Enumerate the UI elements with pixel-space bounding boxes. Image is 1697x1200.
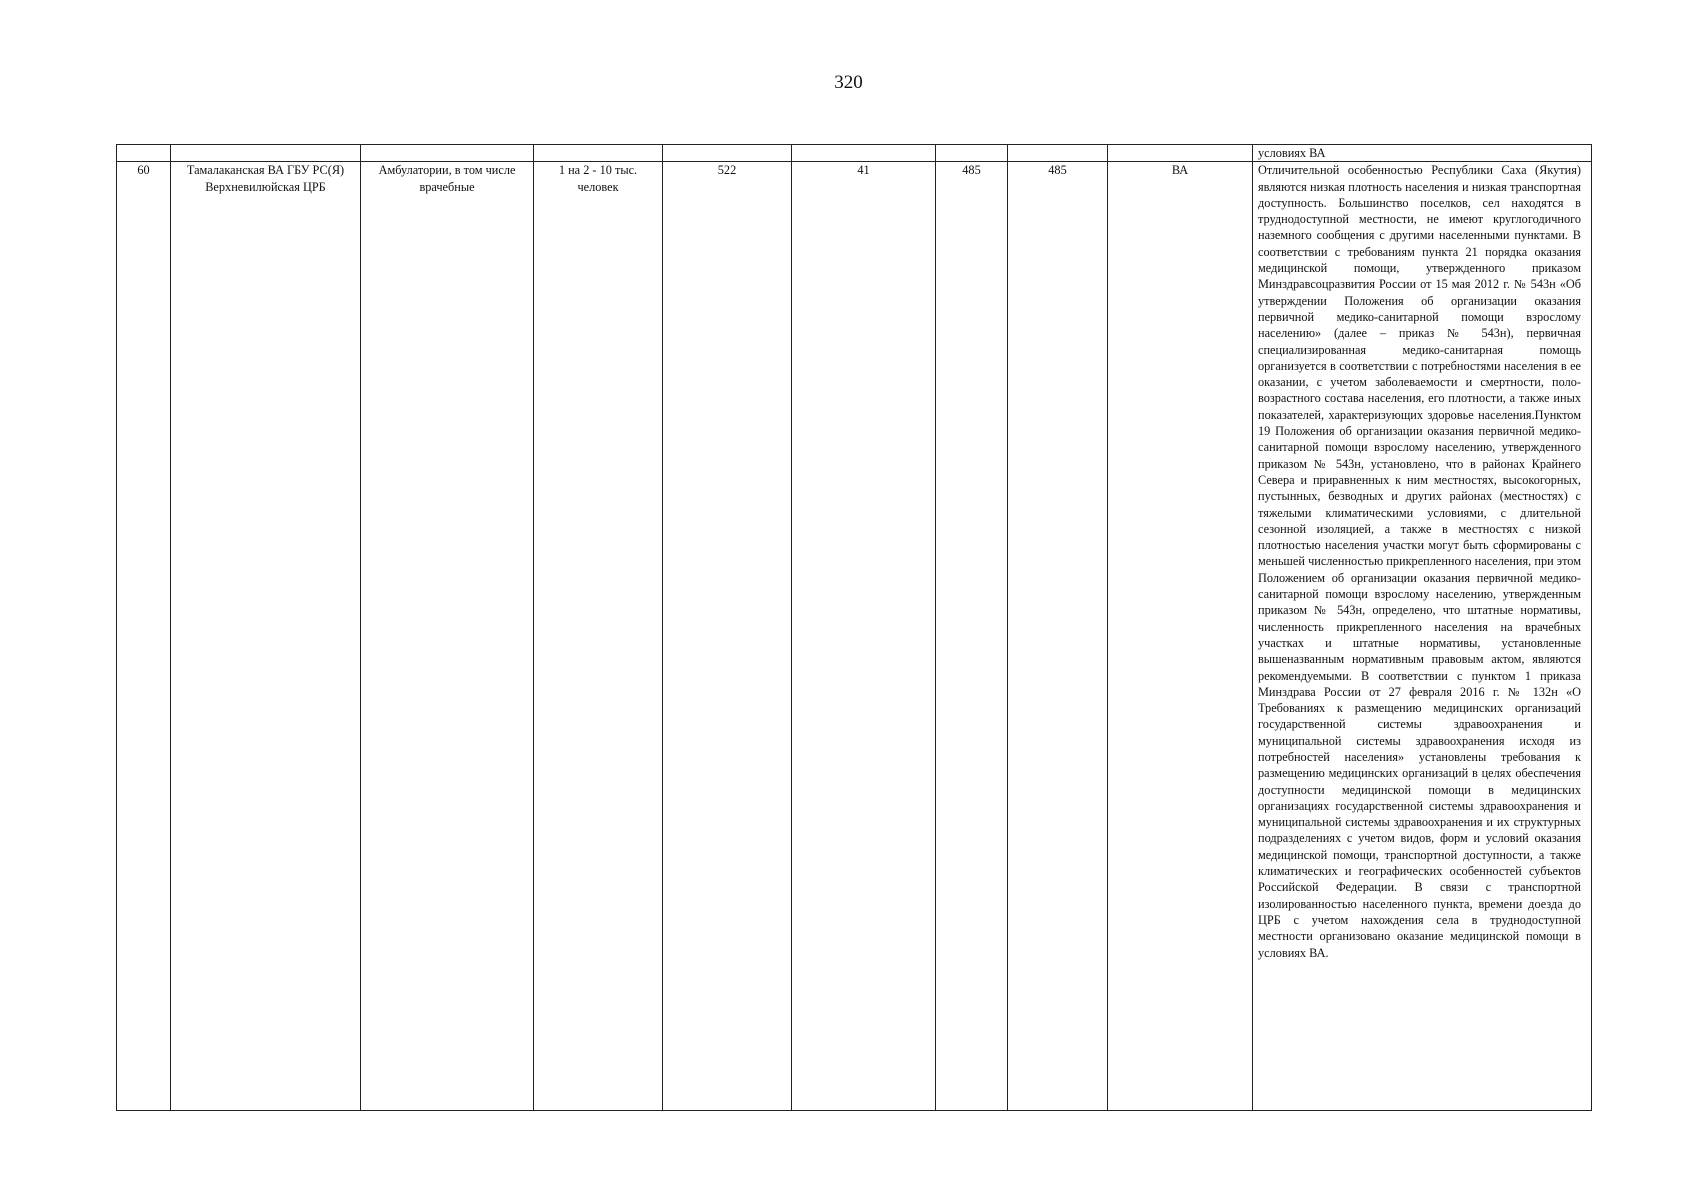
cell-empty bbox=[117, 145, 171, 162]
cell-empty bbox=[936, 145, 1008, 162]
value-cell-8: 485 bbox=[1008, 162, 1108, 1111]
value-cell-5: 522 bbox=[663, 162, 792, 1111]
row-number-cell: 60 bbox=[117, 162, 171, 1111]
continued-comment-cell: условиях ВА bbox=[1253, 145, 1592, 162]
value-cell-7: 485 bbox=[936, 162, 1008, 1111]
comment-cell: Отличительной особенностью Республики Саха (Якутия) являются низкая плотность населения и низкая транспортная доступность. Большинство поселков, сел находятся в труднодоступной местности, не имеют круглогодичного наземного сообщения с другими населенными пунктами. В соответствии с требованиям пункта 21 порядка оказания медицинской помощи, утвержденного приказом Минздравсоцразвития России от 15 мая 2012 г. № 543н «Об утверждении Положения об организации оказания первичной медико-санитарной помощи взрослому населению» (далее – приказ № 543н), первичная специализированная медико-санитарная помощь организуется в соответствии с потребностями населения в ее оказании, с учетом заболеваемости и смертности, поло-возрастного состава населения, его плотности, а также иных показателей, характеризующих здоровье населения.Пунктом 19 Положения об организации оказания первичной медико-санитарной помощи взрослому населению, утвержденного приказом № 543н, установлено, что в районах Крайнего Севера и приравненных к ним местностях, высокогорных, пустынных, безводных и других районах (местностях) с тяжелыми климатическими условиями, с длительной сезонной изоляцией, а также в местностях с низкой плотностью населения участки могут быть сформированы с меньшей численностью прикрепленного населения, при этом Положением об организации оказания первичной медико-санитарной помощи взрослому населению, утвержденным приказом № 543н, определено, что штатные нормативы, численность прикрепленного населения на врачебных участках и штатные нормативы, установленные вышеназванным нормативным правовым актом, являются рекомендуемыми. В соответствии с пунктом 1 приказа Минздрава России от 27 февраля 2016 г. № 132н «О Требованиях к размещению медицинских организаций государственной системы здравоохранения и муниципальной системы здравоохранения исходя из потребностей населения» установлены требования к размещению медицинских организаций в целях обеспечения доступности медицинской помощи в медицинских организациях государственной системы здравоохранения и муниципальной системы здравоохранения и их структурных подразделениях с учетом видов, форм и условий оказания медицинской помощи, транспортной доступности, а также климатических и географических особенностей субъектов Российской Федерации. В связи с транспортной изолированностью населенного пункта, времени доезда до ЦРБ с учетом нахождения села в труднодоступной местности организовано оказание медицинской помощи в условиях ВА. bbox=[1253, 162, 1592, 1111]
value-cell-6: 41 bbox=[792, 162, 936, 1111]
form-cell: ВА bbox=[1108, 162, 1253, 1111]
cell-empty bbox=[663, 145, 792, 162]
continued-row bbox=[117, 145, 1592, 162]
cell-empty bbox=[361, 145, 534, 162]
cell-empty bbox=[792, 145, 936, 162]
facilities-table bbox=[116, 144, 1592, 1111]
cell-empty bbox=[1008, 145, 1108, 162]
table-row bbox=[117, 162, 1592, 1111]
page-number: 320 bbox=[834, 72, 863, 93]
cell-empty bbox=[534, 145, 663, 162]
facility-type-cell: Амбулатории, в том числе врачебные bbox=[361, 162, 534, 1111]
cell-empty bbox=[171, 145, 361, 162]
cell-empty bbox=[1108, 145, 1253, 162]
norm-cell: 1 на 2 - 10 тыс. человек bbox=[534, 162, 663, 1111]
facility-name-cell: Тамалаканская ВА ГБУ РС(Я) Верхневилюйская ЦРБ bbox=[171, 162, 361, 1111]
